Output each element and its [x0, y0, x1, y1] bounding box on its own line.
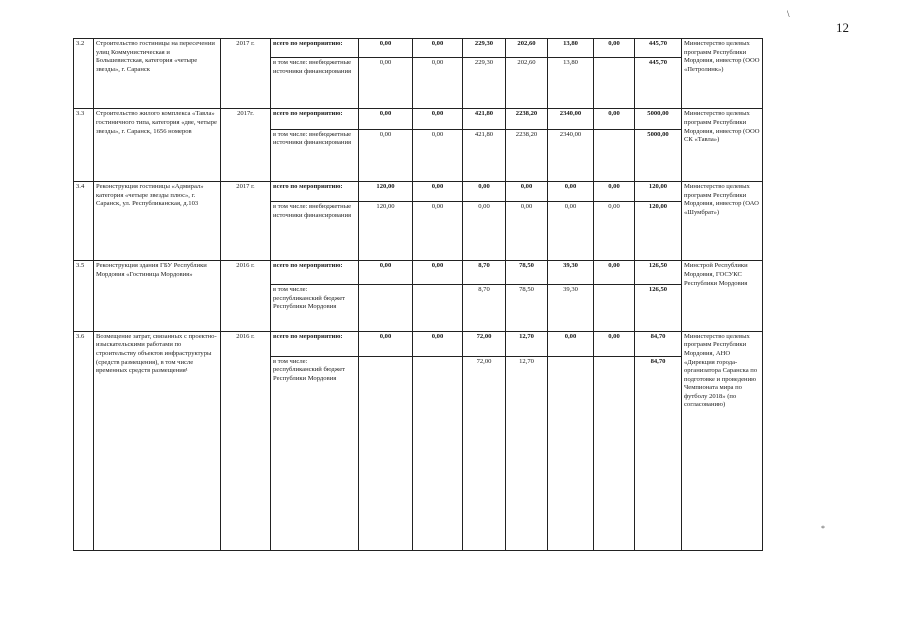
sub-value: 421,80	[463, 129, 506, 181]
total-value: 202,60	[506, 39, 548, 58]
sub-value: 13,80	[548, 58, 594, 109]
total-value: 0,00	[594, 182, 635, 202]
sub-label: в том числе: внебюджетные источники финансирования	[271, 202, 359, 261]
sub-value: 0,00	[548, 202, 594, 261]
sub-value	[359, 285, 413, 332]
total-value: 421,80	[463, 109, 506, 129]
total-value: 78,50	[506, 261, 548, 285]
row-executor: Министерство целевых программ Республики Мордовия, инвестор (ООО «Петролинк»)	[682, 39, 763, 109]
total-value: 0,00	[413, 331, 463, 356]
table-row	[74, 109, 763, 129]
page-number: 12	[836, 20, 849, 35]
row-executor: Министерство целевых программ Республики Мордовия, инвестор (ООО СК «Тавла»)	[682, 109, 763, 182]
total-value: 0,00	[413, 261, 463, 285]
total-value: 0,00	[594, 261, 635, 285]
row-executor: Минстрой Республики Мордовия, ГОСУКС Республики Мордовия	[682, 261, 763, 331]
total-label: всего по мероприятию:	[271, 261, 359, 285]
sub-value: 0,00	[413, 129, 463, 181]
row-title: Реконструкция здания ГБУ Республики Мордовия «Гостиница Мордовия»	[94, 261, 221, 331]
sub-value	[548, 356, 594, 550]
sub-value	[413, 356, 463, 550]
total-value: 0,00	[359, 109, 413, 129]
total-value: 5000,00	[635, 109, 682, 129]
sub-label: в том числе: республиканский бюджет Республики Мордовия	[271, 285, 359, 332]
corner-mark: \	[787, 9, 790, 19]
sub-value: 78,50	[506, 285, 548, 332]
total-value: 0,00	[413, 109, 463, 129]
row-title: Строительство жилого комплекса «Тавла» гостиничного типа, категория «две, четыре звезды», г. Саранск, 1656 номеров	[94, 109, 221, 182]
table-row	[74, 261, 763, 285]
table-row	[74, 39, 763, 58]
total-value: 229,30	[463, 39, 506, 58]
total-value: 2238,20	[506, 109, 548, 129]
total-value: 2340,00	[548, 109, 594, 129]
sub-value: 5000,00	[635, 129, 682, 181]
total-value: 0,00	[548, 182, 594, 202]
table-row	[74, 182, 763, 202]
total-label: всего по мероприятию:	[271, 331, 359, 356]
sub-value	[594, 285, 635, 332]
total-value: 0,00	[359, 261, 413, 285]
total-label: всего по мероприятию:	[271, 109, 359, 129]
total-value: 0,00	[413, 182, 463, 202]
sub-value: 229,30	[463, 58, 506, 109]
sub-value: 2238,20	[506, 129, 548, 181]
sub-value: 0,00	[506, 202, 548, 261]
sub-value: 445,70	[635, 58, 682, 109]
sub-value: 0,00	[594, 202, 635, 261]
total-value: 84,70	[635, 331, 682, 356]
row-executor: Министерство целевых программ Республики Мордовия, инвестор (ОАО «Шумбрат»)	[682, 182, 763, 261]
row-title: Реконструкция гостиницы «Адмирал» категория «четыре звезды плюс», г. Саранск, ул. Республиканская, д.103	[94, 182, 221, 261]
sub-value	[594, 58, 635, 109]
sub-value	[359, 356, 413, 550]
total-value: 126,50	[635, 261, 682, 285]
sub-value: 0,00	[413, 58, 463, 109]
total-value: 0,00	[359, 331, 413, 356]
sub-value: 0,00	[413, 202, 463, 261]
row-title: Строительство гостиницы на пересечении улиц Коммунистическая и Большевистская, категория «четыре звезды», г. Саранск	[94, 39, 221, 109]
sub-label: в том числе: внебюджетные источники финансирования	[271, 58, 359, 109]
row-year: 2016 г.	[221, 261, 271, 331]
sub-value: 126,50	[635, 285, 682, 332]
sub-value: 202,60	[506, 58, 548, 109]
row-year: 2016 г.	[221, 331, 271, 550]
sub-value: 72,00	[463, 356, 506, 550]
row-number: 3.5	[74, 261, 94, 331]
row-number: 3.4	[74, 182, 94, 261]
row-number: 3.6	[74, 331, 94, 550]
sub-value: 0,00	[359, 129, 413, 181]
total-value: 120,00	[635, 182, 682, 202]
total-value: 8,70	[463, 261, 506, 285]
total-label: всего по мероприятию:	[271, 39, 359, 58]
row-title: Возмещение затрат, связанных с проектно-изыскательскими работами по строительству объектов инфраструктуры (средств размещения), в том числе временных средств размещения¹	[94, 331, 221, 550]
financing-table	[73, 38, 763, 551]
sub-value: 0,00	[359, 58, 413, 109]
table-row	[74, 331, 763, 356]
total-value: 72,00	[463, 331, 506, 356]
sub-value: 8,70	[463, 285, 506, 332]
total-value: 0,00	[506, 182, 548, 202]
table-body	[74, 39, 763, 551]
sub-label: в том числе: республиканский бюджет Республики Мордовия	[271, 356, 359, 550]
total-value: 12,70	[506, 331, 548, 356]
row-executor: Министерство целевых программ Республики Мордовия, АНО «Дирекция города-организатора Саранска по подготовке и проведению Чемпионата мира по футболу 2018» (по согласованию)	[682, 331, 763, 550]
sub-value: 2340,00	[548, 129, 594, 181]
row-year: 2017 г.	[221, 39, 271, 109]
sub-value: 0,00	[463, 202, 506, 261]
total-value: 0,00	[463, 182, 506, 202]
stray-mark: *	[821, 524, 825, 533]
row-number: 3.3	[74, 109, 94, 182]
sub-value: 84,70	[635, 356, 682, 550]
sub-value	[594, 356, 635, 550]
total-value: 39,30	[548, 261, 594, 285]
sub-label: в том числе: внебюджетные источники финансирования	[271, 129, 359, 181]
sub-value: 12,70	[506, 356, 548, 550]
total-value: 0,00	[594, 109, 635, 129]
total-value: 445,70	[635, 39, 682, 58]
total-value: 0,00	[548, 331, 594, 356]
total-value: 0,00	[594, 39, 635, 58]
row-number: 3.2	[74, 39, 94, 109]
sub-value: 120,00	[635, 202, 682, 261]
total-value: 120,00	[359, 182, 413, 202]
total-value: 0,00	[359, 39, 413, 58]
sub-value	[413, 285, 463, 332]
total-value: 0,00	[413, 39, 463, 58]
sub-value	[594, 129, 635, 181]
row-year: 2017 г.	[221, 182, 271, 261]
total-label: всего по мероприятию:	[271, 182, 359, 202]
total-value: 13,80	[548, 39, 594, 58]
sub-value: 39,30	[548, 285, 594, 332]
total-value: 0,00	[594, 331, 635, 356]
sub-value: 120,00	[359, 202, 413, 261]
row-year: 2017г.	[221, 109, 271, 182]
